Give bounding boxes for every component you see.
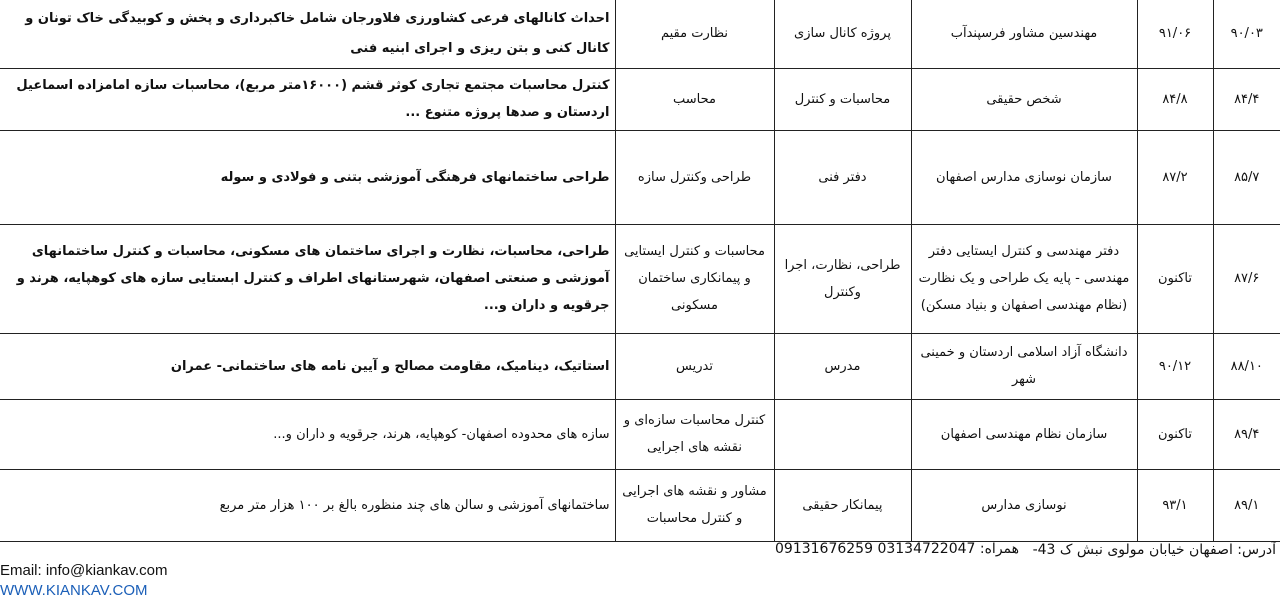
row-to-date: ۹۳/۱ (1137, 469, 1213, 541)
row-role: محاسب (615, 68, 774, 130)
row-description: طراحی، محاسبات، نظارت و اجرای ساختمان های مسکونی، محاسبات و کنترل ساختمانهای آموزشی و صنعتی اصفهان، شهرستانهای اطراف و کنترل ابستایی سازه های کوهپایه، هرند و جرقویه و داران و... (0, 224, 615, 333)
row-description: سازه های محدوده اصفهان- کوهپایه، هرند، جرقویه و داران و... (0, 399, 615, 469)
row-description: طراحی ساختمانهای فرهنگی آموزشی بتنی و فولادی و سوله (0, 130, 615, 224)
row-role: کنترل محاسبات سازه‌ای و نقشه های اجرایی (615, 399, 774, 469)
row-from-date: ۸۵/۷ (1213, 130, 1280, 224)
row-role: محاسبات و کنترل ایستایی و پیمانکاری ساختمان مسکونی (615, 224, 774, 333)
table-row (0, 224, 1280, 333)
row-from-date: ۸۹/۴ (1213, 399, 1280, 469)
table-row (0, 469, 1280, 541)
row-role: نظارت مقیم (615, 0, 774, 68)
email-address[interactable]: Email: info@kiankav.com (0, 562, 168, 579)
row-to-date: ۸۷/۲ (1137, 130, 1213, 224)
row-project-type: پیمانکار حقیقی (774, 469, 911, 541)
row-client: دفتر مهندسی و کنترل ایستایی دفتر مهندسی - پایه یک طراحی و یک نظارت (نظام مهندسی اصفهان و بنیاد مسکن) (911, 224, 1137, 333)
row-from-date: ۸۹/۱ (1213, 469, 1280, 541)
table-row (0, 68, 1280, 130)
row-description: استاتیک، دینامیک، مقاومت مصالح و آیین نامه های ساختمانی- عمران (0, 333, 615, 399)
row-client: مهندسین مشاور فرسپندآب (911, 0, 1137, 68)
row-from-date: ۸۸/۱۰ (1213, 333, 1280, 399)
table-row (0, 0, 1280, 68)
row-client: سازمان نظام مهندسی اصفهان (911, 399, 1137, 469)
row-role: طراحی وکنترل سازه (615, 130, 774, 224)
row-role: مشاور و نقشه های اجرایی و کنترل محاسبات (615, 469, 774, 541)
row-project-type: دفتر فنی (774, 130, 911, 224)
row-project-type: طراحی، نظارت، اجرا وکنترل (774, 224, 911, 333)
row-from-date: ۸۴/۴ (1213, 68, 1280, 130)
row-from-date: ۸۷/۶ (1213, 224, 1280, 333)
row-description: کنترل محاسبات مجتمع تجاری کوثر قشم (۱۶۰۰۰متر مربع)، محاسبات سازه امامزاده اسماعیل اردستان و صدها پروژه متنوع ... (0, 68, 615, 130)
row-to-date: ۹۱/۰۶ (1137, 0, 1213, 68)
row-description: احداث کانالهای فرعی کشاورزی فلاورجان شامل خاکبرداری و پخش و کوبیدگی خاک تونان و کانال کنی و بتن ریزی و اجرای ابنیه فنی (0, 0, 615, 68)
address-text: آدرس: اصفهان خیابان مولوی نبش ک 43- (1032, 542, 1276, 558)
row-to-date: تاکنون (1137, 224, 1213, 333)
row-role: تدریس (615, 333, 774, 399)
row-client: نوسازی مدارس (911, 469, 1137, 541)
row-project-type: مدرس (774, 333, 911, 399)
row-to-date: ۹۰/۱۲ (1137, 333, 1213, 399)
row-client: دانشگاه آزاد اسلامی اردستان و خمینی شهر (911, 333, 1137, 399)
table-row (0, 130, 1280, 224)
table-row (0, 399, 1280, 469)
row-client: سازمان نوسازی مدارس اصفهان (911, 130, 1137, 224)
row-description: ساختمانهای آموزشی و سالن های چند منظوره بالغ بر ۱۰۰ هزار متر مربع (0, 469, 615, 541)
row-project-type: محاسبات و کنترل (774, 68, 911, 130)
row-project-type: پروژه کانال سازی (774, 0, 911, 68)
row-to-date: تاکنون (1137, 399, 1213, 469)
row-project-type (774, 399, 911, 469)
row-to-date: ۸۴/۸ (1137, 68, 1213, 130)
row-from-date: ۹۰/۰۳ (1213, 0, 1280, 68)
row-client: شخص حقیقی (911, 68, 1137, 130)
website-link[interactable]: WWW.KIANKAV.COM (0, 582, 148, 599)
phone-numbers: 09131676259 همراه: 03134722047 (775, 541, 1020, 557)
table-row (0, 333, 1280, 399)
